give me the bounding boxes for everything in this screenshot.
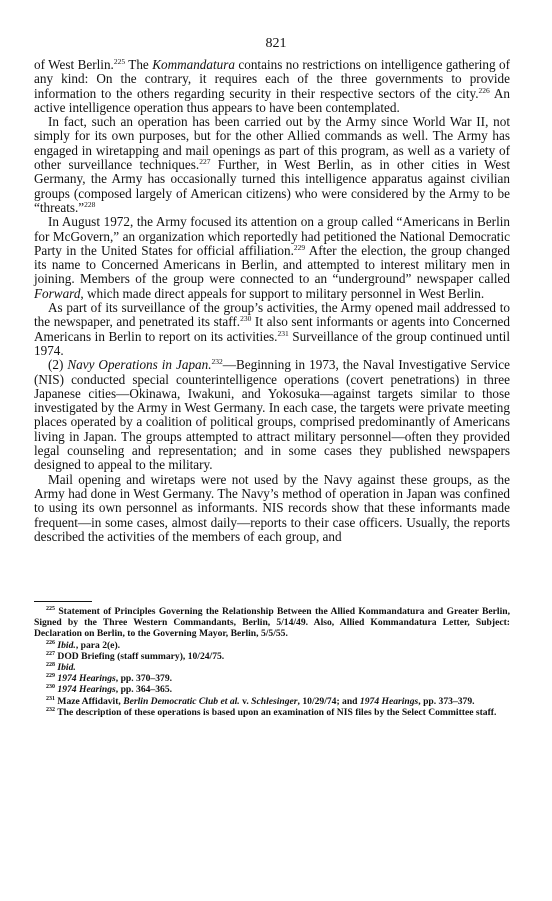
text-run: It also sent informants or agents into Concerned Americans in Berlin to report on its activities.	[34, 314, 510, 344]
footnotes	[34, 606, 510, 718]
text-run: of West Berlin.	[34, 57, 114, 72]
page-number: 821	[265, 36, 287, 51]
paragraph	[34, 301, 510, 358]
footnote-reference: 230	[46, 684, 55, 691]
text-run: Surveillance of the group continued until 1974.	[34, 328, 510, 358]
footnote-reference: 231	[277, 328, 289, 338]
text-run: —Beginning in 1973, the Naval Investigative Service (NIS) conducted special counterintelligence operations (covert penetrations) in three Japanese cities—Okinawa, Iwakuni, and Yokosuka—against targets similar to those investigated by the Army in West Germany. In each case, the targets were private meeting places operated by a coalition of political groups, comprised predominantly of Americans living in Japan. The groups attempted to attract military personnel—often they provided legal counseling and representation; and in some cases they published newspapers designed to appeal to the military.	[34, 357, 510, 473]
footnote-reference: 228	[46, 662, 55, 669]
italic-text: Navy Operations in Japan.	[67, 357, 212, 373]
text-run: In fact, such an operation has been carried out by the Army since World War II, not simply for its own purposes, but for the other Allied commands as well. The Army has engaged in wiretapping and mail openings as part of this program, as well as a variety of other surveillance techniques.	[34, 114, 510, 173]
footnote	[34, 673, 510, 684]
text-run: After the election, the group changed its name to Concerned Americans in Berlin, and attempted to interest military men in joining. Members of the group were connected to an “underground” newspaper called	[34, 242, 510, 287]
footnote	[34, 606, 510, 640]
body-text	[34, 58, 510, 544]
footnote-reference: 228	[84, 199, 96, 209]
italic-text: 1974 Hearings	[57, 684, 116, 696]
text-run: , pp. 364–365.	[115, 684, 173, 696]
italic-text: Ibid.	[57, 662, 76, 674]
footnote-reference: 227	[199, 157, 211, 167]
footnote-reference: 225	[46, 606, 55, 612]
footnote	[34, 651, 510, 662]
italic-text: Berlin Democratic Club et al.	[123, 695, 240, 707]
footnote-reference: 227	[46, 650, 55, 657]
text-run: Further, in West Berlin, as in other cities in West Germany, the Army has occasionally turned this intelligence apparatus against civilian groups (composed largely of American citizens) who were considered by the Army to be “threats.”	[34, 157, 510, 215]
italic-text: 1974 Hearings	[57, 673, 116, 685]
footnote-reference: 229	[293, 242, 306, 252]
text-run: The description of these operations is based upon an examination of NIS files by the Select Committee staff.	[55, 706, 497, 718]
text-run: An active intelligence operation thus appears to have been contemplated.	[34, 85, 510, 115]
text-run: v.	[239, 695, 252, 707]
text-run: (2)	[48, 357, 68, 373]
footnote-reference: 225	[113, 57, 126, 66]
text-run: , pp. 370–379.	[115, 673, 173, 685]
text-run: As part of its surveillance of the group’s activities, the Army opened mail addressed to the newspaper, and penetrated its staff.	[34, 300, 510, 330]
footnote-reference: 229	[46, 673, 55, 680]
text-run: In August 1972, the Army focused its attention on a group called “Americans in Berlin for McGovern,” an organization which reportedly had petitioned the National Democratic Party in the United States for official affiliation.	[34, 214, 510, 258]
text-run: , para 2(e).	[75, 639, 121, 651]
italic-text: Forward	[34, 285, 81, 301]
italic-text: Kommandatura	[152, 57, 235, 72]
text-run: Mail opening and wiretaps were not used by the Navy against these groups, as the Army had done in West Germany. The Navy’s method of operation in Japan was confined to using its own personnel as informants. NIS records show that these informants made frequent—in some cases, almost daily—reports to their case officers. Usually, the reports described the activities of the members of each group, and	[34, 471, 510, 544]
text-run: Maze Affidavit,	[55, 695, 124, 707]
footnote	[34, 662, 510, 673]
paragraph	[34, 215, 510, 301]
footnote-reference: 231	[46, 695, 55, 702]
footnote	[34, 707, 510, 718]
footnote	[34, 696, 510, 707]
paragraph	[34, 115, 510, 215]
italic-text: Ibid.	[57, 639, 76, 651]
text-run: DOD Briefing (staff summary), 10/24/75.	[55, 650, 225, 662]
footnote	[34, 684, 510, 695]
footnote-reference: 226	[478, 85, 490, 95]
footnote-reference: 230	[240, 314, 252, 324]
footnote-reference: 232	[46, 706, 55, 713]
footnote-divider	[34, 601, 92, 602]
text-run: contains no restrictions on intelligence gathering of any kind: On the contrary, it requires each of the three governments to provide information to the others regarding security in their respective sectors of the city.	[34, 57, 511, 101]
text-run: The	[125, 57, 153, 72]
italic-text: Schlesinger	[251, 695, 298, 707]
footnote-reference: 226	[46, 639, 55, 646]
text-run: , which made direct appeals for support to military personnel in West Berlin.	[80, 285, 485, 301]
paragraph	[34, 58, 510, 115]
text-run: , pp. 373–379.	[418, 695, 475, 707]
footnote-reference: 232	[211, 357, 223, 367]
paragraph	[34, 473, 510, 544]
text-run: Statement of Principles Governing the Relationship Between the Allied Kommandatura and Greater Berlin, Signed by the Three Western Commandants, Berlin, 5/14/49. Also, Allied Kommandatura Letter, Subject: Declaration on Berlin, to the Governing Mayor, Berlin, 5/5/55.	[34, 606, 510, 640]
footnote	[34, 640, 510, 651]
paragraph	[34, 358, 510, 472]
italic-text: 1974 Hearings	[359, 695, 419, 707]
text-run: , 10/29/74; and	[297, 695, 360, 707]
